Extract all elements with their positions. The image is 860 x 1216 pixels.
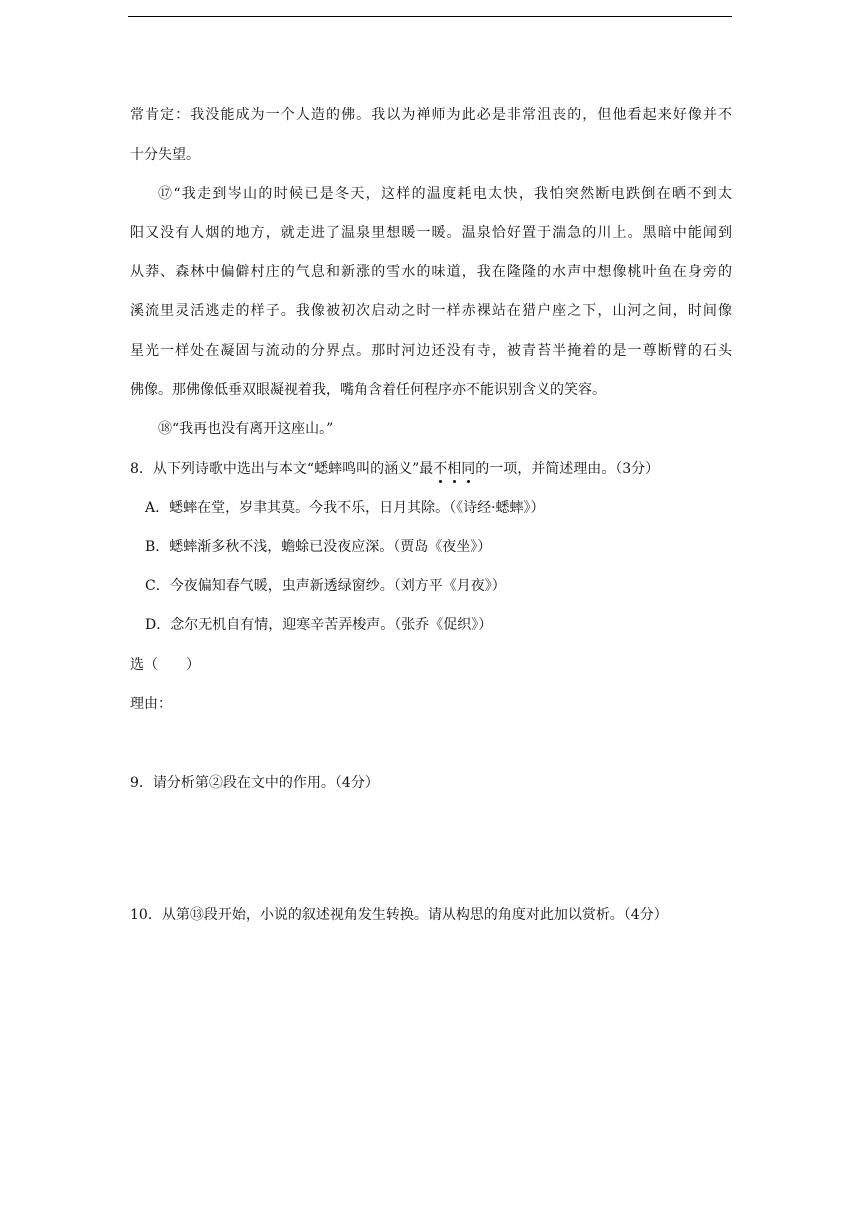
question-8-option-d: D．念尔无机自有情，迎寒辛苦弄梭声。（张乔《促织》）	[145, 617, 493, 633]
question-8-stem-end: 的一项，并简述理由。（3分）	[475, 461, 660, 477]
emphasis-dot-char: 不	[433, 461, 448, 477]
paragraph-17-line-6: 佛像。那佛像低垂双眼凝视着我，嘴角含着任何程序亦不能识别含义的笑容。	[130, 382, 606, 398]
header-rule	[128, 16, 732, 17]
question-8-option-c: C．今夜偏知春气暖，虫声新透绿窗纱。（刘方平《月夜》）	[145, 578, 506, 594]
paragraph-17-line-4: 溪流里灵活逃走的样子。我像被初次启动之时一样赤裸站在猎户座之下，山河之间，时间像	[130, 303, 732, 319]
question-8-answer-choice: 选（ ）	[130, 657, 200, 673]
question-9-stem: 9．请分析第②段在文中的作用。（4分）	[130, 775, 379, 791]
question-8-option-b: B．蟋蟀渐多秋不浅，蟾蜍已没夜应深。（贾岛《夜坐》）	[145, 539, 492, 555]
paragraph-16-line-1: 常肯定：我没能成为一个人造的佛。我以为禅师为此必是非常沮丧的，但他看起来好像并不	[130, 107, 732, 123]
paragraph-18: ⑱“我再也没有离开这座山。”	[158, 421, 334, 437]
paragraph-17-line-5: 星光一样处在凝固与流动的分界点。那时河边还没有寺，被青苔半掩着的是一尊断臂的石头	[130, 343, 732, 359]
question-10-stem: 10．从第⑬段开始，小说的叙述视角发生转换。请从构思的角度对此加以赏析。（4分）	[130, 907, 668, 923]
emphasis-dot-char: 同	[461, 461, 476, 477]
question-8-stem	[130, 460, 732, 478]
paragraph-16-line-2: 十分失望。	[130, 147, 200, 163]
question-8-option-a: A．蟋蟀在堂，岁聿其莫。今我不乐，日月其除。（《诗经·蟋蟀》）	[145, 500, 545, 516]
question-8-reason-label: 理由：	[130, 696, 172, 712]
question-8-stem-start: 8．从下列诗歌中选出与本文“蟋蟀鸣叫的涵义”最	[130, 461, 434, 477]
emphasis-dot-char: 相	[447, 461, 462, 477]
paragraph-17-line-2: 阳又没有人烟的地方，就走进了温泉里想暖一暖。温泉恰好置于湍急的川上。黑暗中能闻到	[130, 225, 732, 241]
paragraph-17-line-1: ⑰“我走到岑山的时候已是冬天，这样的温度耗电太快，我怕突然断电跌倒在晒不到太	[158, 186, 732, 202]
paragraph-17-line-3: 从莽、森林中偏僻村庄的气息和新涨的雪水的味道，我在隆隆的水声中想像桃叶鱼在身旁的	[130, 264, 732, 280]
